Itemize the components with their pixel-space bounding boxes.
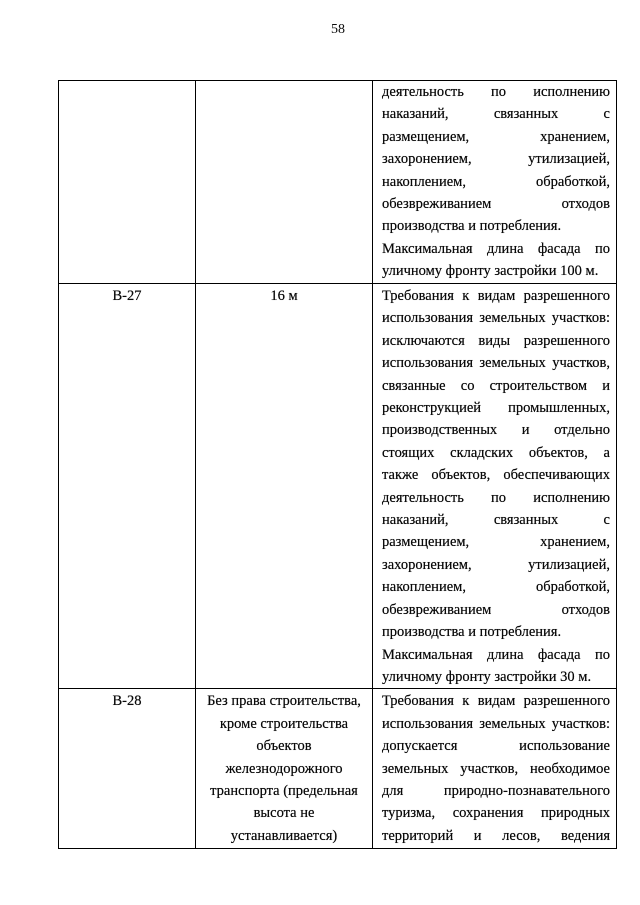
zone-code: В-27	[112, 288, 142, 304]
zoning-table	[58, 80, 617, 849]
requirements-line: обезвреживанием отходов	[382, 601, 610, 618]
height-line: высота не	[253, 805, 315, 822]
requirements-line: использования земельных участков,	[382, 355, 610, 372]
height-line: устанавливается)	[230, 827, 338, 844]
requirements-line: наказаний, связанных с	[382, 106, 610, 123]
requirements-line: Максимальная длина фасада по	[382, 646, 610, 663]
requirements-cell	[373, 81, 617, 284]
requirements-line: Максимальная длина фасада по	[382, 240, 610, 257]
height-line: транспорта (предельная	[210, 782, 358, 799]
height-cell	[196, 284, 373, 689]
requirements-line: для природно-познавательного	[382, 782, 610, 799]
requirements-line: накоплением, обработкой,	[382, 579, 610, 596]
requirements-line: связанные со строительством и	[382, 377, 610, 394]
requirements-line: Требования к видам разрешенного	[382, 693, 610, 710]
requirements-line: Требования к видам разрешенного	[382, 288, 610, 304]
zone-cell	[59, 284, 196, 689]
height-line: кроме строительства	[219, 715, 349, 732]
height-cell	[196, 81, 373, 284]
height-line: 16 м	[270, 288, 298, 304]
requirements-line: исключаются виды разрешенного	[382, 332, 610, 349]
requirements-line: наказаний, связанных с	[382, 512, 610, 529]
requirements-line: уличному фронту застройки 100 м.	[382, 263, 599, 280]
table-row	[59, 689, 617, 849]
height-line: Без права строительства,	[207, 693, 361, 710]
requirements-line: захоронением, утилизацией,	[382, 556, 610, 573]
requirements-line: территорий и лесов, ведения	[382, 827, 610, 844]
requirements-line: размещением, хранением,	[382, 128, 610, 145]
requirements-line: также объектов, обеспечивающих	[382, 467, 610, 484]
zone-code: В-28	[112, 693, 142, 710]
requirements-line: захоронением, утилизацией,	[382, 151, 610, 168]
zone-cell	[59, 81, 196, 284]
requirements-line: деятельность по исполнению	[382, 84, 610, 100]
requirements-line: обезвреживанием отходов	[382, 196, 610, 213]
requirements-line: реконструкцией промышленных,	[382, 400, 610, 417]
zone-cell	[59, 689, 196, 849]
requirements-line: уличному фронту застройки 30 м.	[382, 668, 592, 685]
requirements-line: допускается использование	[382, 738, 610, 755]
requirements-cell	[373, 284, 617, 689]
height-line: объектов	[256, 738, 312, 755]
page-number: 58	[331, 22, 345, 37]
requirements-line: размещением, хранением,	[382, 534, 610, 551]
height-cell	[196, 689, 373, 849]
requirements-line: использования земельных участков:	[382, 715, 610, 732]
requirements-line: земельных участков, необходимое	[382, 760, 610, 777]
table-body	[59, 81, 617, 849]
requirements-line: использования земельных участков:	[382, 310, 610, 327]
table-row	[59, 284, 617, 689]
requirements-line: стоящих складских объектов, а	[382, 444, 610, 461]
table-row	[59, 81, 617, 284]
requirements-cell	[373, 689, 617, 849]
height-line: железнодорожного	[225, 760, 343, 777]
requirements-line: производства и потребления.	[382, 624, 562, 641]
requirements-line: туризма, сохранения природных	[382, 805, 610, 822]
requirements-line: деятельность по исполнению	[382, 489, 610, 506]
requirements-line: производственных и отдельно	[382, 422, 610, 439]
requirements-line: накоплением, обработкой,	[382, 173, 610, 190]
requirements-line: производства и потребления.	[382, 218, 562, 235]
